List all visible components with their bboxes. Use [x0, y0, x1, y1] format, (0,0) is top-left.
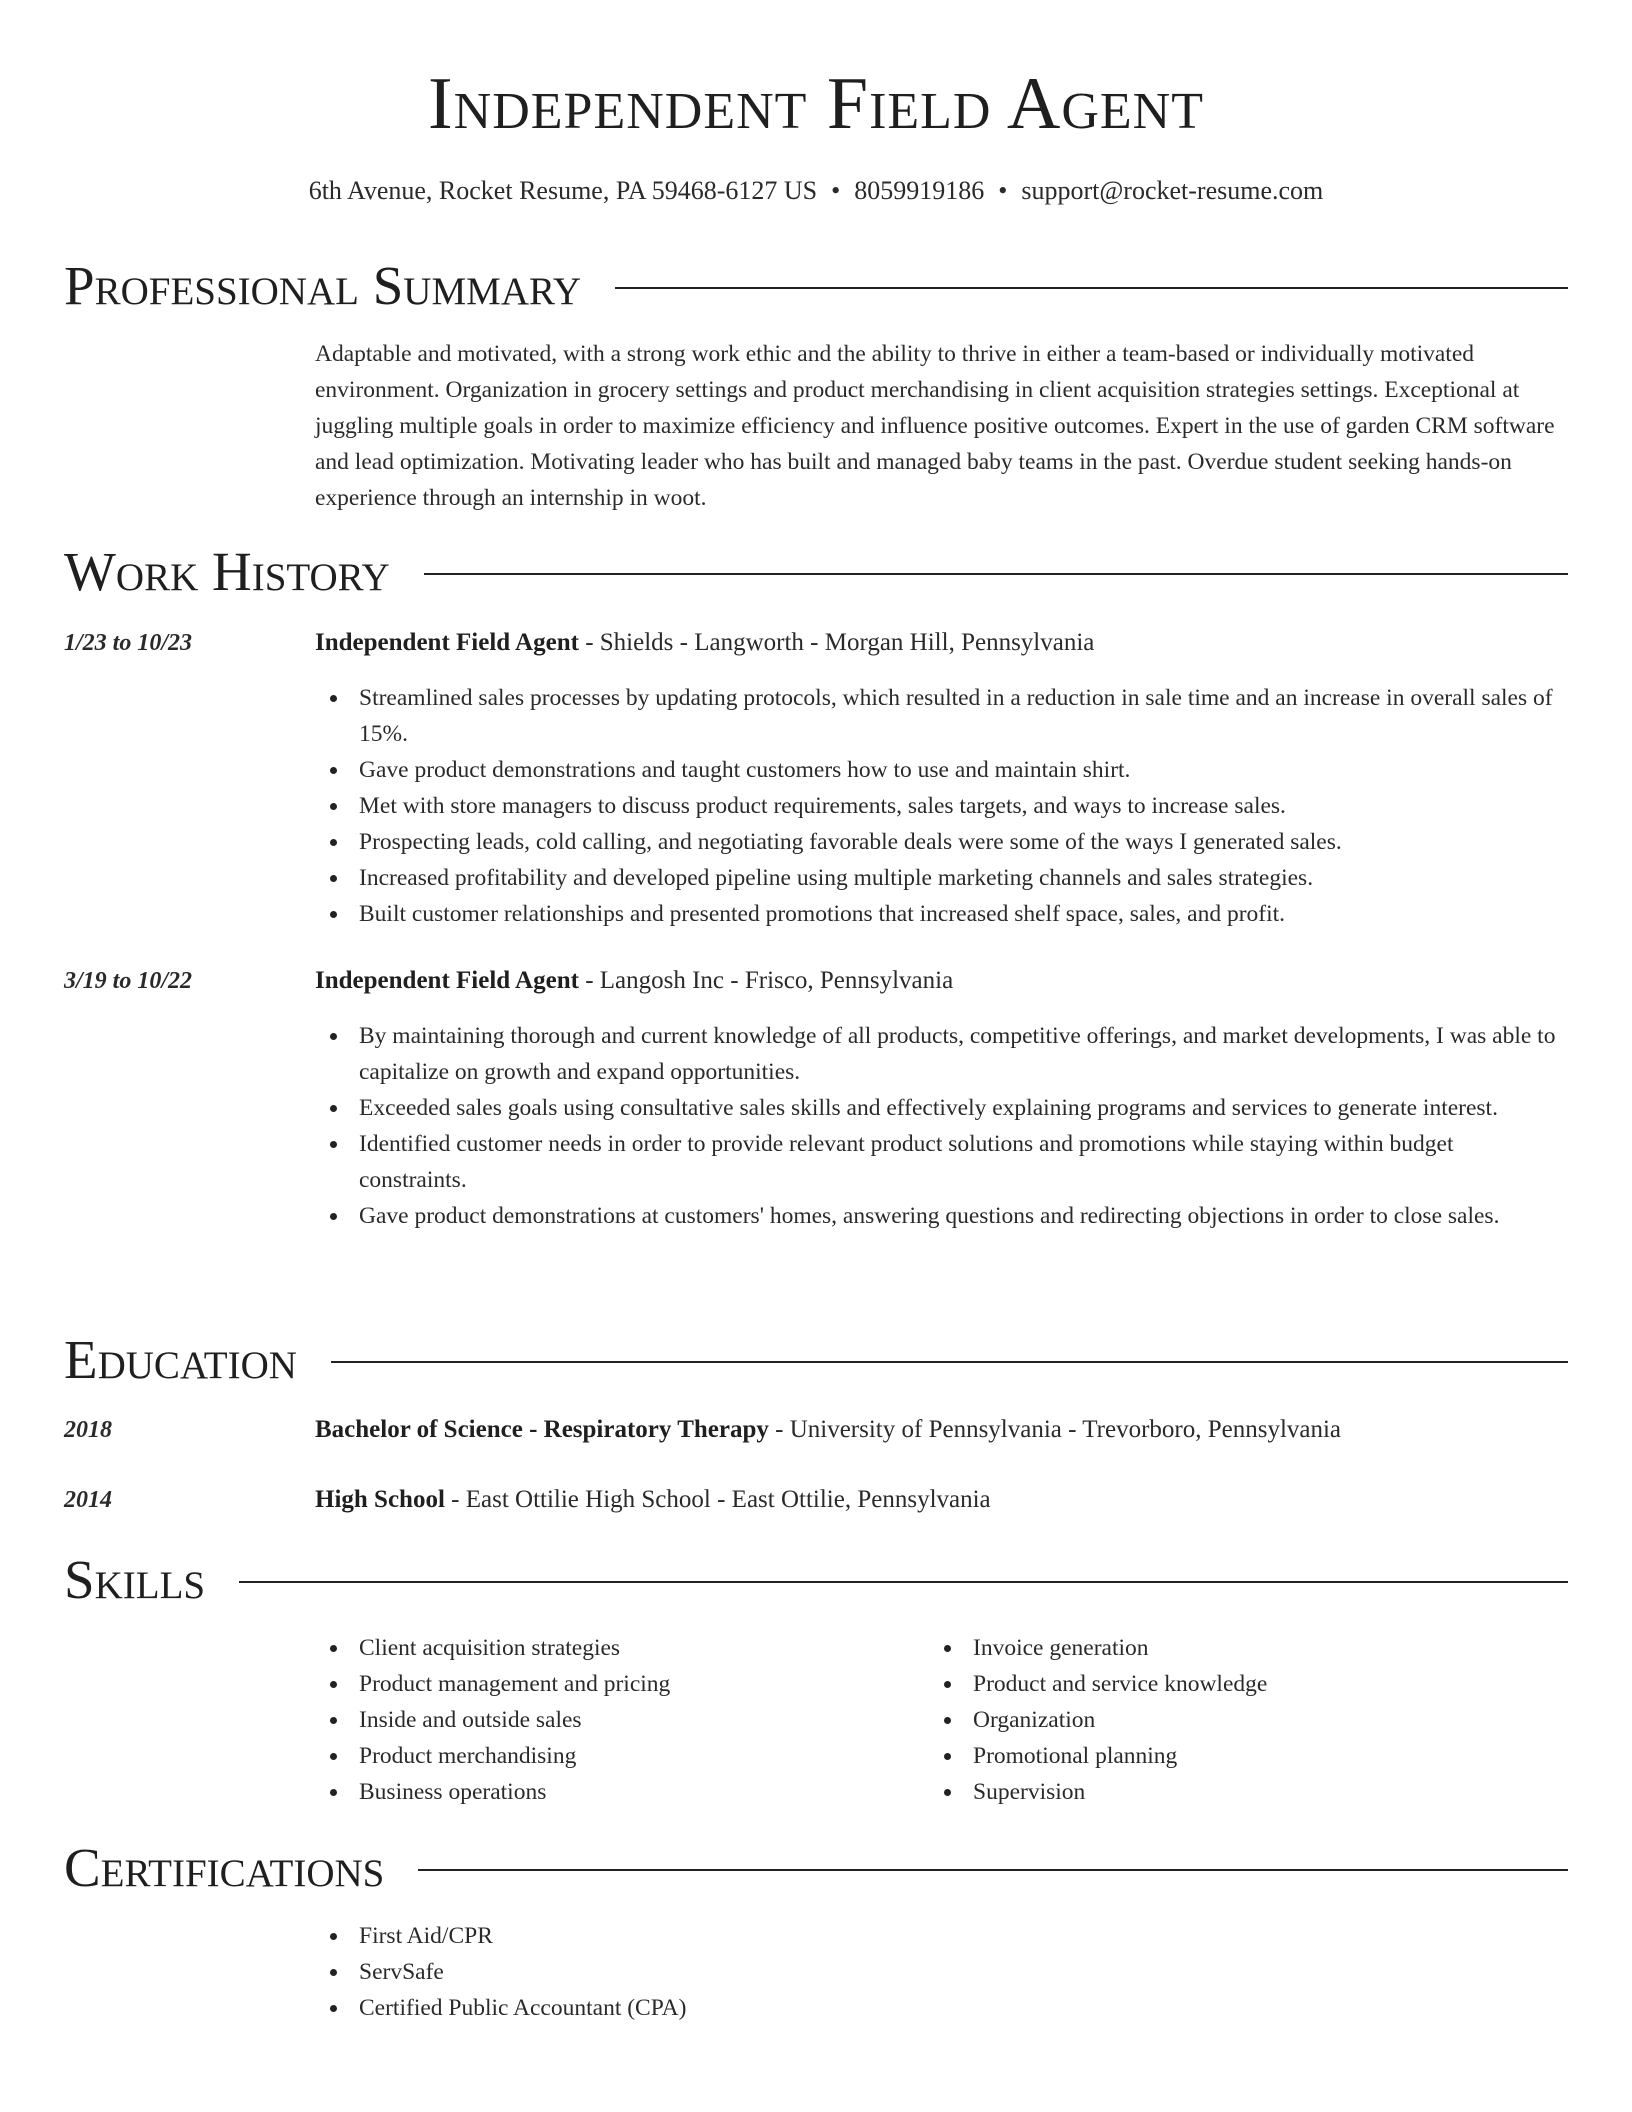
skill-item: Inside and outside sales [315, 1702, 915, 1738]
skill-item: Product management and pricing [315, 1666, 915, 1702]
job-details: - Langosh Inc - Frisco, Pennsylvania [578, 967, 954, 994]
job-bullet-list [315, 1018, 1565, 1234]
section-title: Certifications [64, 1837, 385, 1898]
job-bullet: Gave product demonstrations at customers' homes, answering questions and redirecting objections in order to close sales. [315, 1198, 1565, 1234]
job-bullet: Streamlined sales processes by updating protocols, which resulted in a reduction in sale time and an increase in overall sales of 15%. [315, 680, 1565, 752]
skills-list-right [929, 1630, 1549, 1810]
job-heading [315, 628, 1575, 658]
section-heading-summary [64, 254, 1568, 318]
education-degree: Bachelor of Science - Respiratory Therapy [315, 1416, 769, 1443]
job-bullet: By maintaining thorough and current knowledge of all products, competitive offerings, and market developments, I was able to capitalize on growth and expand opportunities. [315, 1018, 1565, 1090]
skill-item: Supervision [929, 1774, 1549, 1810]
section-heading-certifications [64, 1836, 1568, 1900]
certifications-list [315, 1918, 1565, 2026]
job-details: - Shields - Langworth - Morgan Hill, Pennsylvania [578, 629, 1095, 656]
summary-text: Adaptable and motivated, with a strong work ethic and the ability to thrive in either a team-based or individually motivated environment. Organization in grocery settings and product merchandising in client acquisition strategies settings. Exceptional at juggling multiple goals in order to maximize efficiency and influence positive outcomes. Expert in the use of garden CRM software and lead optimization. Motivating leader who has built and managed baby teams in the past. Overdue student seeking hands-on experience through an internship in woot. [315, 341, 1555, 511]
skill-item: Promotional planning [929, 1738, 1549, 1774]
job-title: Independent Field Agent [315, 967, 579, 994]
skills-list-left [315, 1630, 915, 1810]
job-bullet: Increased profitability and developed pipeline using multiple marketing channels and sales strategies. [315, 860, 1565, 896]
section-divider [615, 287, 1568, 289]
job-bullet: Prospecting leads, cold calling, and negotiating favorable deals were some of the ways I generated sales. [315, 824, 1565, 860]
resume-name: Independent Field Agent [428, 63, 1204, 145]
section-title: Education [64, 1329, 297, 1390]
job-dates: 3/19 to 10/22 [64, 968, 193, 994]
section-divider [239, 1581, 1568, 1583]
education-degree: High School [315, 1486, 445, 1513]
contact-line [0, 176, 1632, 206]
job-bullet: Gave product demonstrations and taught customers how to use and maintain shirt. [315, 752, 1565, 788]
job-title: Independent Field Agent [315, 629, 579, 656]
skill-item: Business operations [315, 1774, 915, 1810]
education-details: - University of Pennsylvania - Trevorboro, Pennsylvania [768, 1416, 1342, 1443]
education-entry [315, 1485, 1575, 1515]
section-title: Professional Summary [64, 255, 582, 316]
education-details: - East Ottilie High School - East Ottilie, Pennsylvania [444, 1486, 991, 1513]
section-heading-education [64, 1328, 1568, 1392]
skill-item: Client acquisition strategies [315, 1630, 915, 1666]
skill-item: Product merchandising [315, 1738, 915, 1774]
job-bullet: Identified customer needs in order to provide relevant product solutions and promotions while staying within budget constraints. [315, 1126, 1565, 1198]
skill-item: Organization [929, 1702, 1549, 1738]
section-title: Skills [64, 1549, 206, 1610]
contact-phone: 8059919186 [854, 176, 985, 205]
certification-item: ServSafe [315, 1954, 1565, 1990]
section-heading-work [64, 540, 1568, 604]
skill-item: Product and service knowledge [929, 1666, 1549, 1702]
job-bullet: Met with store managers to discuss product requirements, sales targets, and ways to increase sales. [315, 788, 1565, 824]
section-heading-skills [64, 1548, 1568, 1612]
job-bullet-list [315, 680, 1565, 932]
contact-separator: • [831, 176, 841, 205]
job-dates: 1/23 to 10/23 [64, 630, 193, 656]
contact-separator: • [998, 176, 1008, 205]
job-heading [315, 966, 1575, 996]
certification-item: Certified Public Accountant (CPA) [315, 1990, 1565, 2026]
skill-item: Invoice generation [929, 1630, 1549, 1666]
job-bullet: Built customer relationships and presented promotions that increased shelf space, sales, and profit. [315, 896, 1565, 932]
section-title: Work History [64, 541, 390, 602]
education-year: 2018 [64, 1417, 112, 1443]
contact-email: support@rocket-resume.com [1021, 176, 1324, 205]
certification-item: First Aid/CPR [315, 1918, 1565, 1954]
job-bullet: Exceeded sales goals using consultative sales skills and effectively explaining programs and services to generate interest. [315, 1090, 1565, 1126]
education-entry [315, 1415, 1575, 1445]
contact-address: 6th Avenue, Rocket Resume, PA 59468-6127 US [308, 176, 818, 205]
section-divider [424, 573, 1568, 575]
education-year: 2014 [64, 1487, 112, 1513]
section-divider [331, 1361, 1568, 1363]
section-divider [418, 1869, 1568, 1871]
